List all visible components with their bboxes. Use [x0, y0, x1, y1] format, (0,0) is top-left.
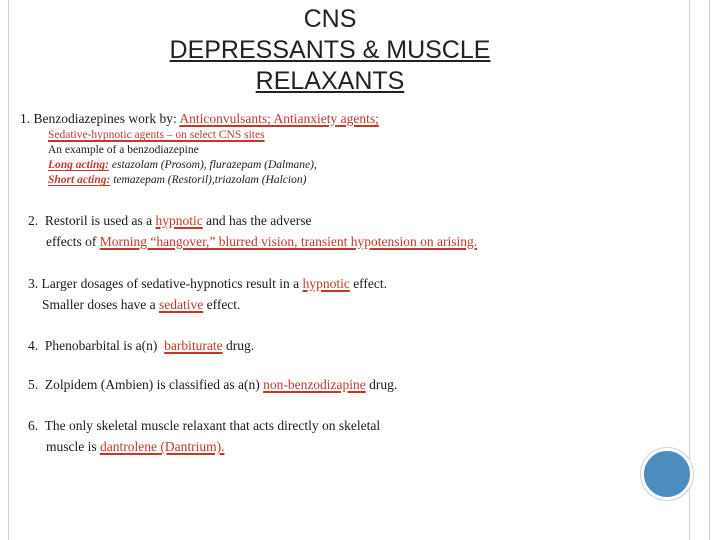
question-6-answer: dantrolene (Dantrium). — [100, 439, 225, 454]
question-3-line-1 — [28, 273, 387, 294]
question-5 — [28, 374, 397, 395]
question-2-line-1 — [28, 210, 477, 231]
question-1-details — [48, 128, 317, 188]
slide-side-rule — [689, 0, 690, 540]
question-4-answer: barbiturate — [164, 338, 223, 353]
question-4 — [28, 335, 254, 356]
short-acting-drugs: temazepam (Restoril),triazolam (Halcion) — [110, 174, 307, 186]
question-2-line-2 — [28, 231, 477, 252]
question-2-answer-1: hypnotic — [155, 213, 203, 228]
question-2-answer-2: Morning “hangover,” blurred vision, transient hypotension on arising. — [99, 234, 478, 249]
question-5-number: 5. — [28, 377, 39, 392]
question-5-pre: Zolpidem (Ambien) is classified as a(n) — [44, 377, 264, 392]
question-1-text: Benzodiazepines work by: — [33, 111, 177, 126]
question-1-detail-line-1: Sedative-hypnotic agents – on select CNS sites — [48, 129, 265, 141]
question-2 — [28, 210, 477, 252]
question-2-line-2-pre: effects of — [46, 234, 100, 249]
question-1 — [20, 110, 379, 127]
question-3-post: effect. — [349, 276, 388, 291]
question-1-long-acting — [48, 158, 317, 173]
question-3-line-2-pre: Smaller doses have a — [42, 297, 159, 312]
title-line-2: DEPRESSANTS & MUSCLE — [169, 36, 491, 64]
question-1-number: 1. — [20, 111, 31, 126]
short-acting-label: Short acting: — [48, 174, 111, 186]
question-6 — [28, 415, 380, 457]
decorative-circle — [641, 448, 693, 500]
long-acting-drugs: estazolam (Prosom), flurazepam (Dalmane), — [109, 159, 317, 171]
question-4-pre: Phenobarbital is a(n) — [44, 338, 161, 353]
question-1-answer: Anticonvulsants; Antianxiety agents; — [179, 111, 379, 126]
question-4-line — [28, 335, 254, 356]
question-3-line-2 — [28, 294, 387, 315]
question-5-answer: non-benzodizapine — [263, 377, 366, 392]
title-line-1: CNS — [303, 5, 357, 33]
question-1-detail-line-2: An example of a benzodiazepine — [48, 144, 199, 156]
question-3-answer-1: hypnotic — [302, 276, 350, 291]
question-5-line — [28, 374, 397, 395]
question-3-pre: Larger dosages of sedative-hypnotics result in a — [41, 276, 303, 291]
question-6-line-2-pre: muscle is — [46, 439, 100, 454]
title-line-3: RELAXANTS — [255, 67, 405, 95]
question-3-number: 3. — [28, 276, 39, 291]
question-2-pre: Restoril is used as a — [44, 213, 156, 228]
question-6-text: The only skeletal muscle relaxant that acts directly on skeletal — [44, 418, 381, 433]
question-6-line-1 — [28, 415, 380, 436]
slide-title — [100, 4, 560, 97]
question-4-post: drug. — [222, 338, 255, 353]
question-3-answer-2: sedative — [158, 297, 204, 312]
question-6-number: 6. — [28, 418, 39, 433]
question-3 — [28, 273, 387, 315]
question-2-post: and has the adverse — [202, 213, 312, 228]
question-1-short-acting — [48, 173, 317, 188]
long-acting-label: Long acting: — [48, 159, 110, 171]
question-4-number: 4. — [28, 338, 39, 353]
question-6-line-2 — [28, 436, 380, 457]
question-5-post: drug. — [365, 377, 398, 392]
question-2-number: 2. — [28, 213, 39, 228]
question-3-line-2-post: effect. — [203, 297, 241, 312]
